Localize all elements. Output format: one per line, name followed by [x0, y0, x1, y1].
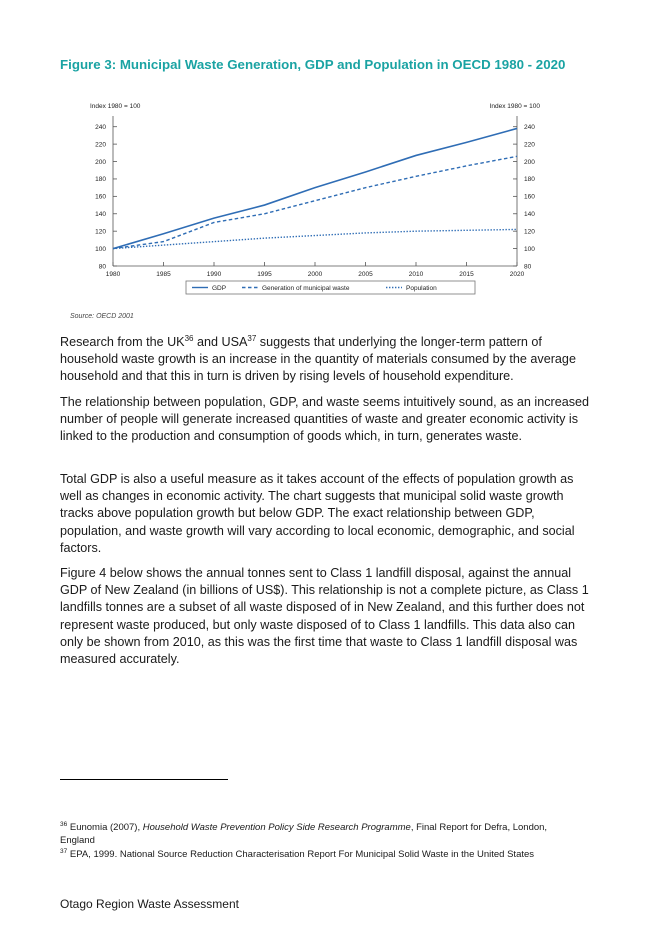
paragraph-2: The relationship between population, GDP, and waste seems intuitively sound, as an increased number of people will generate increased quantities of waste and greater economic activity is linked to the production and consumption of goods which, in turn, generates waste.	[60, 395, 590, 444]
y-tick-label-left: 140	[95, 211, 106, 219]
x-tick-label: 1990	[206, 271, 222, 278]
page-footer: Otago Region Waste Assessment	[60, 897, 239, 911]
y-tick-label-left: 100	[95, 245, 106, 253]
y-axis-label-right: Index 1980 = 100	[489, 103, 540, 110]
footnote-ref-37[interactable]: 37	[247, 333, 257, 343]
y-tick-label-right: 220	[524, 141, 535, 149]
y-tick-label-right: 200	[524, 158, 535, 166]
y-tick-label-left: 220	[95, 141, 106, 149]
x-tick-label: 2005	[358, 271, 373, 278]
y-tick-label-right: 100	[524, 245, 535, 253]
footnote-ref-36[interactable]: 36	[184, 333, 194, 343]
y-tick-label-right: 80	[524, 263, 532, 271]
y-tick-label-left: 200	[95, 158, 106, 166]
legend-label: GDP	[212, 285, 227, 292]
series-line-population	[113, 229, 517, 248]
footnote-divider	[60, 779, 228, 780]
paragraph-1: Research from the UK$^{36}$ and USA$^{37}$ suggests that underlying the longer-term pattern of household waste growth is an increase in the quantity of materials consumed by the average household and that this in turn is driven by rising levels of household expenditure.	[60, 333, 576, 384]
series-line-generation-of-municipal-waste	[113, 156, 517, 248]
x-tick-label: 1985	[156, 271, 171, 278]
x-tick-label: 1995	[257, 271, 272, 278]
series-line-gdp	[113, 128, 517, 248]
footnote-37: $^{37}$ EPA, 1999. National Source Reduction Characterisation Report For Municipal Solid Waste in the United States	[60, 847, 535, 860]
y-tick-label-left: 80	[98, 263, 106, 271]
y-tick-label-right: 180	[524, 176, 535, 184]
paragraph-3: Total GDP is also a useful measure as it takes account of the effects of population growth as well as changes in economic activity. The chart suggests that municipal solid waste growth tracks above population growth but below GDP. The exact relationship between GDP, population, and waste growth will vary according to local economic, demographic, and social factors.	[60, 472, 575, 555]
y-tick-label-left: 160	[95, 193, 106, 201]
footnote-36: $^{36}$ Eunomia (2007), Household Waste Prevention Policy Side Research Programme, Final Report for Defra, London, England	[60, 820, 548, 846]
x-tick-label: 1980	[105, 271, 121, 278]
y-tick-label-left: 120	[95, 228, 106, 236]
x-tick-label: 2015	[459, 271, 474, 278]
legend-label: Generation of municipal waste	[262, 285, 350, 292]
figure-title: Figure 3: Municipal Waste Generation, GDP and Population in OECD 1980 - 2020	[60, 57, 566, 72]
x-tick-label: 2010	[408, 271, 424, 278]
chart-source: Source: OECD 2001	[70, 313, 134, 320]
y-tick-label-right: 160	[524, 193, 535, 201]
line-chart	[84, 98, 554, 310]
paragraph-4: Figure 4 below shows the annual tonnes sent to Class 1 landfill disposal, against the annual GDP of New Zealand (in billions of US$). This relationship is not a complete picture, as Class 1 landfills tonnes are a subset of all waste disposed of in New Zealand, and this further does not represent waste produced, but only waste disposed of to Class 1 landfills. This data also can only be shown from 2010, as this was the first time that waste to Class 1 landfill disposal was measured accurately.	[60, 566, 589, 667]
legend-label: Population	[406, 285, 437, 292]
x-tick-label: 2000	[307, 271, 323, 278]
y-tick-label-right: 120	[524, 228, 535, 236]
y-tick-label-left: 240	[95, 124, 106, 132]
y-tick-label-right: 140	[524, 211, 535, 219]
x-tick-label: 2020	[509, 271, 525, 278]
y-tick-label-right: 240	[524, 124, 535, 132]
y-axis-label-left: Index 1980 = 100	[90, 103, 141, 110]
y-tick-label-left: 180	[95, 176, 106, 184]
